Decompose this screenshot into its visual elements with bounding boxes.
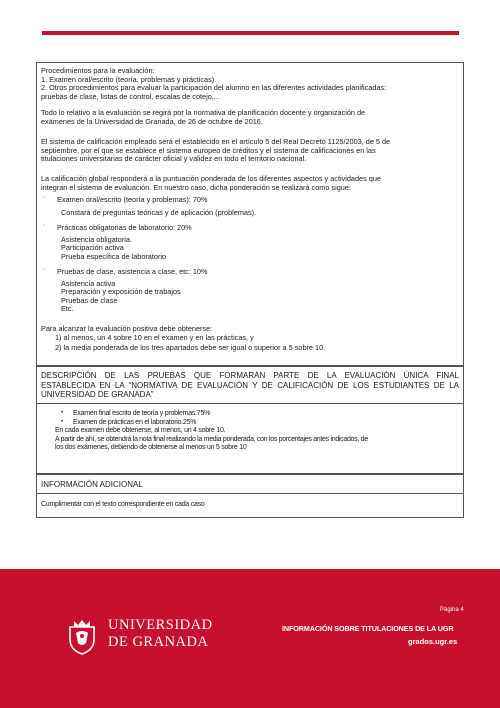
procedures-line: pruebas de clase, listas de control, escalas de cotejo,...: [41, 91, 220, 101]
calificacion-paragraph-line: El sistema de calificación empleado será el establecido en el artículo 5 del Real Decreto 1125/2003, de 5 de: [41, 137, 391, 146]
unica-final-section: [36, 366, 464, 474]
bullet-icon: •: [61, 410, 64, 416]
weight-item-detail: Preparación y exposición de trabajos: [61, 287, 181, 296]
bullet-icon: ·: [43, 266, 46, 273]
university-name: DE GRANADA: [108, 634, 209, 650]
ponderacion-paragraph-line: La calificación global responderá a la puntuación ponderada de los diferentes aspectos y actividades que: [41, 174, 381, 183]
exam-note-line: los dos exámenes, debiendo de obtenerse al menos un 5 sobre 10: [55, 444, 247, 451]
weight-item-detail: Asistencia activa: [61, 278, 116, 288]
additional-info-section: [36, 474, 464, 518]
evaluation-procedures-section: [36, 62, 464, 366]
bullet-icon: •: [61, 418, 64, 425]
weight-item-detail: Participación activa: [61, 243, 124, 252]
exam-note-line: En cada examen debe obtenerse, al menos, un 4 sobre 10.: [55, 427, 226, 434]
top-red-rule: [42, 31, 459, 35]
page-number: Página 4: [440, 607, 464, 613]
ponderacion-paragraph-line: integran el sistema de evaluación. En nuestro caso, dicha ponderación se realizará como sigue:: [41, 182, 351, 192]
calificacion-paragraph-line: titulaciones universitarias de carácter oficial y validez en todo el territorio nacional.: [41, 154, 307, 164]
exam-note-line: A partir de ahí, se obtendrá la nota final realizando la media ponderada, con los porcentajes antes indicados, de: [55, 435, 368, 443]
condition-line: 1) al menos, un 4 sobre 10 en el examen y en las prácticas, y: [55, 333, 254, 342]
section-heading: INFORMACIÓN ADICIONAL: [41, 480, 143, 489]
condition-line: 2) la media ponderada de los tres apartados debe ser igual o superior a 5 sobre 10.: [55, 343, 326, 352]
weight-item-class: Pruebas de clase, asistencia a clase, etc: 10%: [57, 267, 208, 276]
footer-title: INFORMACIÓN SOBRE TITULACIONES DE LA UGR: [282, 624, 454, 633]
bullet-icon: ·: [43, 194, 46, 201]
section-heading-line: UNIVERSIDAD DE GRANADA”: [41, 390, 154, 400]
weight-item-lab: Prácticas obligatorias de laboratorio: 20%: [57, 223, 192, 232]
procedures-line: 2. Otros procedimientos para evaluar la participación del alumno en las diferentes actividades planificadas:: [41, 83, 387, 93]
procedures-line: Procedimientos para la evaluación:: [41, 66, 155, 75]
weight-item-detail: Constará de preguntas teóricas y de aplicación (problemas).: [61, 208, 257, 217]
university-name: UNIVERSIDAD: [108, 617, 213, 633]
procedures-line: 1. Examen oral/escrito (teoría, problemas y prácticas).: [41, 74, 217, 84]
weight-item-detail: Etc.: [61, 304, 74, 313]
weight-item-detail: Prueba específica de laboratorio: [61, 251, 167, 261]
section-divider: [37, 403, 463, 404]
exam-bullet: Examen final escrito de teoría y problemas.75%: [73, 410, 211, 417]
normativa-paragraph-line: Todo lo relativo a la evaluación se regirá por la normativa de planificación docente y organización de: [41, 108, 366, 117]
weight-item-exam: Examen oral/escrito (teoría y problemas): 70%: [57, 195, 208, 204]
normativa-paragraph-line: exámenes de la Universidad de Granada, de 26 de octubre de 2016.: [41, 116, 263, 126]
bullet-icon: ·: [43, 222, 46, 229]
exam-bullet: Examen de prácticas en el laboratorio.25%: [73, 418, 197, 426]
calificacion-paragraph-line: septiembre, por el que se establece el sistema europeo de créditos y el sistema de calificaciones en las: [41, 145, 376, 155]
weight-item-detail: Pruebas de clase: [61, 295, 118, 305]
website-link[interactable]: grados.ugr.es: [408, 637, 458, 646]
section-heading-line: ESTABLECIDA EN LA “NORMATIVA DE EVALUACIÓN Y DE CALIFICACIÓN DE LOS ESTUDIANTES DE LA: [41, 380, 459, 390]
conclusion-line: Para alcanzar la evaluación positiva debe obtenerse:: [41, 324, 213, 333]
section-divider: [37, 493, 463, 494]
section-heading-line: DESCRIPCIÓN DE LAS PRUEBAS QUE FORMARÁN PARTE DE LA EVALUACIÓN ÚNICA FINAL: [41, 371, 459, 380]
ugr-crest-icon: [66, 619, 98, 655]
weight-item-detail: Asistencia obligatoria.: [61, 234, 132, 244]
additional-info-text: Cumplimentar con el texto correspondiente en cada caso: [41, 501, 205, 508]
